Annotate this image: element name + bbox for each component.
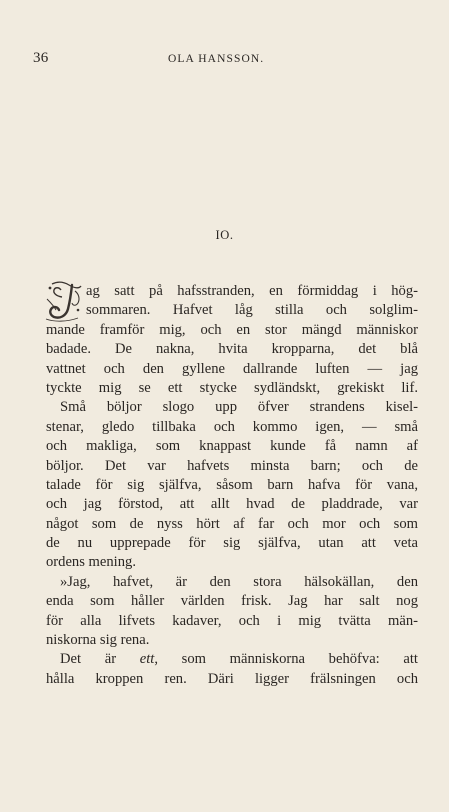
text-line: talade för sig själfva, såsom barn hafva för vana, [46,476,418,493]
text-line: enda som håller världen frisk. Jag har salt nog [46,593,418,610]
text-line: stenar, gledo tillbaka och kommo igen, — små [46,418,418,435]
text-line: mande framför mig, och en stor mängd människor [46,321,418,338]
text-segment: , som människorna behöfva: att [154,651,418,668]
text-line: böljor. Det var hafvets minsta barn; och de [46,457,418,474]
text-line: badade. De nakna, hvita kropparna, det blå [46,341,418,358]
running-head: OLA HANSSON. [168,53,265,65]
text-line: och jag förstod, att allt hvad de pladdrade, var [46,496,418,513]
text-line: niskorna sig rena. [46,632,150,649]
text-line: vattnet och den gyllene dallrande luften — jag [46,360,418,377]
drop-cap-ornament [44,279,84,323]
body-text [46,282,418,689]
text-line: Små böljor slogo upp öfver strandens kisel- [60,399,418,416]
text-line: »Jag, hafvet, är den stora hälsokällan, den [60,573,418,590]
emphasized-word: ett [139,651,155,668]
text-line: för alla lifvets kadaver, och i mig tvätta män- [46,612,418,629]
text-line: hålla kroppen ren. Däri ligger frälsningen och [46,670,418,687]
text-line [46,650,418,669]
text-line: sommaren. Hafvet låg stilla och solglim- [86,302,418,319]
text-line: ordens mening. [46,554,136,571]
text-line: och makliga, som knappast kunde få namn af [46,438,418,455]
text-line: ag satt på hafsstranden, en förmiddag i hög- [86,283,418,299]
page-number: 36 [33,50,49,66]
chapter-number: IO. [215,228,234,242]
text-line: tyckte mig se ett stycke sydländskt, grekiskt lif. [46,379,418,396]
text-line: något som de nyss hört af far och mor och som [46,515,418,532]
text-segment: Det är [60,651,140,668]
text-line: de nu upprepade för sig själfva, utan att veta [46,535,418,552]
